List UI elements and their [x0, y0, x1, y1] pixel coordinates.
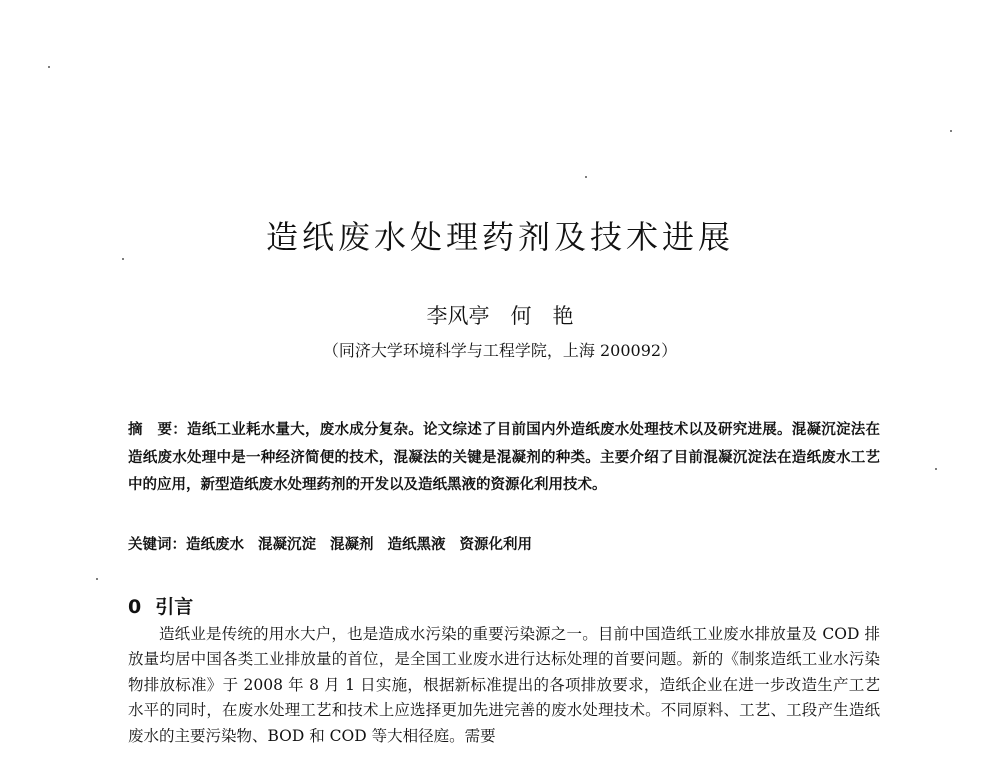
- abstract-label: 摘 要：: [128, 421, 187, 438]
- keyword: 混凝剂: [330, 536, 374, 553]
- paper-affiliation: （同济大学环境科学与工程学院，上海 200092）: [322, 341, 678, 360]
- keyword: 造纸黑液: [387, 536, 446, 553]
- scan-speck: [585, 176, 587, 178]
- paper-authors: 李风亭 何 艳: [426, 304, 574, 328]
- abstract-text: 造纸工业耗水量大，废水成分复杂。论文综述了目前国内外造纸废水处理技术以及研究进展。混凝沉淀法在造纸废水处理中是一种经济简便的技术，混凝法的关键是混凝剂的种类。主要介绍了目前混凝沉淀法在造纸废水工艺中的应用，新型造纸废水处理药剂的开发以及造纸黑液的资源化利用技术。: [128, 421, 880, 493]
- section-heading: [128, 592, 193, 619]
- scan-speck: [935, 468, 937, 470]
- keywords-block: [128, 533, 880, 557]
- keywords-label: 关键词：: [128, 536, 186, 553]
- paper-title: 造纸废水处理药剂及技术进展: [265, 218, 734, 256]
- scan-speck: [950, 130, 952, 132]
- section-title: 引言: [155, 596, 194, 618]
- scan-speck: [96, 578, 98, 580]
- abstract-block: [128, 416, 880, 499]
- keyword: 资源化利用: [459, 536, 532, 553]
- keyword: 混凝沉淀: [258, 536, 316, 553]
- intro-paragraph: 造纸业是传统的用水大户，也是造成水污染的重要污染源之一。目前中国造纸工业废水排放量及 COD 排放量均居中国各类工业排放量的首位，是全国工业废水进行达标处理的首要问题。新的《制浆造纸工业水污染物排放标准》于 2008 年 8 月 1 日实施，根据新标准提出的各项排放要求，造纸企业在进一步改造生产工艺水平的同时，在废水处理工艺和技术上应选择更加先进完善的废水处理技术。不同原料、工艺、工段产生造纸废水的主要污染物、BOD 和 COD 等大相径庭。需要: [128, 625, 880, 745]
- section-number: 0: [128, 596, 142, 618]
- scan-speck: [122, 258, 124, 260]
- scan-speck: [48, 66, 50, 68]
- keyword: 造纸废水: [186, 536, 244, 553]
